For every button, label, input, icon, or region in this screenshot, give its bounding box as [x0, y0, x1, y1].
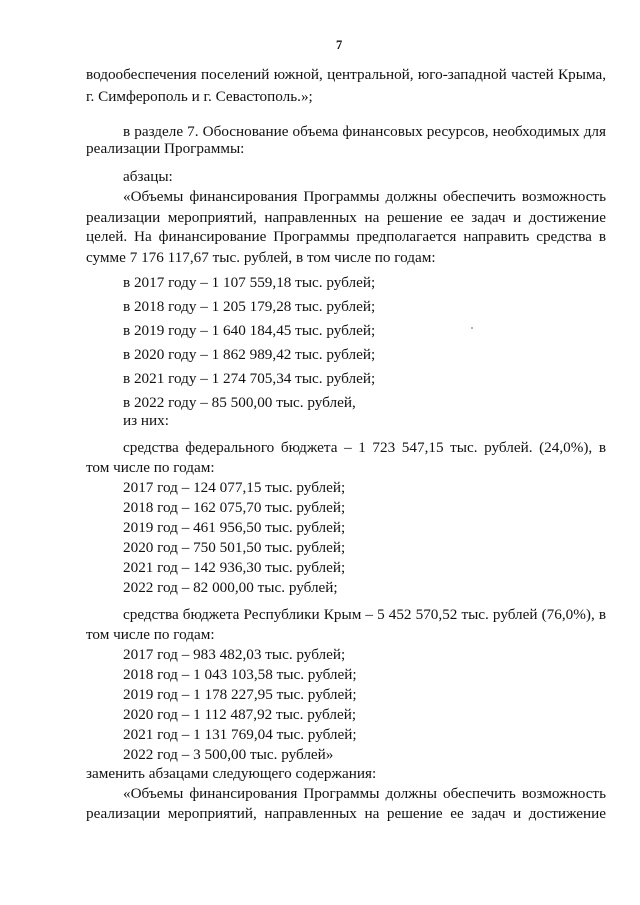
text-line: водообеспечения поселений южной, центральной, юго-западной частей Крыма,	[86, 66, 606, 83]
quote-line: реализации мероприятий, направленных на решение ее задач и достижение	[86, 805, 606, 822]
text-line: г. Симферополь и г. Севастополь.»;	[86, 88, 313, 105]
funding-by-year-line: в 2019 году – 1 640 184,45 тыс. рублей;	[123, 322, 376, 339]
section-heading-line: в разделе 7. Обоснование объема финансовых ресурсов, необходимых для	[123, 123, 606, 140]
crimea-budget-line: средства бюджета Республики Крым – 5 452 570,52 тыс. рублей (76,0%), в	[123, 606, 606, 623]
federal-year-line: 2020 год – 750 501,50 тыс. рублей;	[123, 539, 346, 556]
quote-line: сумме 7 176 117,67 тыс. рублей, в том числе по годам:	[86, 249, 436, 266]
page-number: 7	[336, 38, 343, 52]
crimea-year-line: 2021 год – 1 131 769,04 тыс. рублей;	[123, 726, 357, 743]
crimea-year-line: 2018 год – 1 043 103,58 тыс. рублей;	[123, 666, 357, 683]
crimea-year-line: 2020 год – 1 112 487,92 тыс. рублей;	[123, 706, 357, 723]
federal-year-line: 2021 год – 142 936,30 тыс. рублей;	[123, 559, 346, 576]
federal-year-line: 2018 год – 162 075,70 тыс. рублей;	[123, 499, 346, 516]
quote-line: «Объемы финансирования Программы должны обеспечить возможность	[123, 785, 606, 802]
funding-by-year-line: в 2018 году – 1 205 179,28 тыс. рублей;	[123, 298, 376, 315]
text-line: заменить абзацами следующего содержания:	[86, 765, 377, 782]
federal-year-line: 2017 год – 124 077,15 тыс. рублей;	[123, 479, 346, 496]
section-heading-line: реализации Программы:	[86, 140, 245, 157]
funding-by-year-line: в 2021 году – 1 274 705,34 тыс. рублей;	[123, 370, 376, 387]
federal-year-line: 2022 год – 82 000,00 тыс. рублей;	[123, 579, 338, 596]
text-line: абзацы:	[123, 168, 173, 185]
text-line: из них:	[123, 412, 169, 429]
funding-by-year-line: в 2022 году – 85 500,00 тыс. рублей,	[123, 394, 356, 411]
scan-speck	[471, 327, 473, 329]
crimea-year-line: 2019 год – 1 178 227,95 тыс. рублей;	[123, 686, 357, 703]
quote-line: целей. На финансирование Программы предполагается направить средства в	[86, 228, 606, 245]
quote-line: реализации мероприятий, направленных на решение ее задач и достижение	[86, 209, 606, 226]
text-line: том числе по годам:	[86, 626, 215, 643]
text-line: том числе по годам:	[86, 459, 215, 476]
federal-budget-line: средства федерального бюджета – 1 723 547,15 тыс. рублей. (24,0%), в	[123, 439, 606, 456]
funding-by-year-line: в 2020 году – 1 862 989,42 тыс. рублей;	[123, 346, 376, 363]
quote-line: «Объемы финансирования Программы должны обеспечить возможность	[123, 188, 606, 205]
crimea-year-line: 2022 год – 3 500,00 тыс. рублей»	[123, 746, 334, 763]
funding-by-year-line: в 2017 году – 1 107 559,18 тыс. рублей;	[123, 274, 376, 291]
crimea-year-line: 2017 год – 983 482,03 тыс. рублей;	[123, 646, 346, 663]
federal-year-line: 2019 год – 461 956,50 тыс. рублей;	[123, 519, 346, 536]
